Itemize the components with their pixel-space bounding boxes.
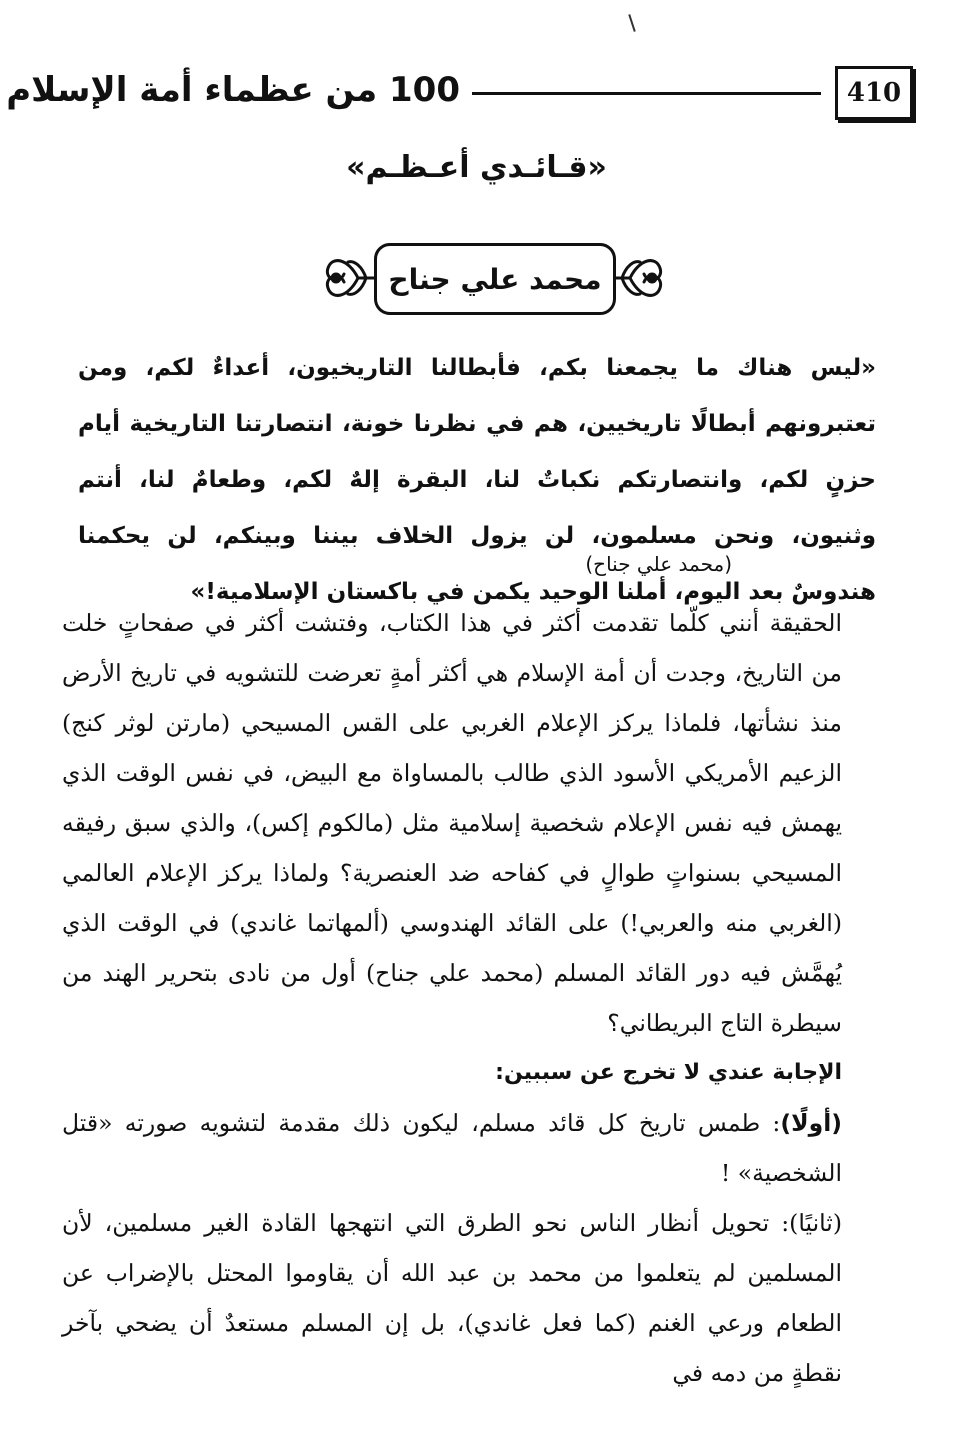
second-reason: [62, 1198, 900, 1398]
first-reason: [62, 1098, 900, 1198]
chapter-subtitle: «قـائـدي أعـظـم»: [346, 150, 607, 185]
first-reason-text: : طمس تاريخ كل قائد مسلم، ليكون ذلك مقدمة لتشويه صورته «قتل الشخصية» !: [62, 1109, 842, 1187]
book-title: 100 من عظماء أمة الإسلام: [6, 70, 460, 110]
header-rule: [472, 92, 821, 95]
answer-intro: الإجابة عندي لا تخرج عن سببين:: [495, 1060, 842, 1085]
opening-quote: «ليس هناك ما يجمعنا بكم، فأبطالنا التاريخيون، أعداءٌ لكم، ومن تعتبرونهم أبطالًا تاريخيين، هم في نظرنا خونة، انتصارتنا التاريخية أيام حزنٍ لكم، وانتصارتكم نكباتٌ لنا، البقرة إلهٌ لكم، وطعامٌ لنا، أنتم وثنيون، ونحن مسلمون، لن يزول الخلاف بيننا وبينكم، لن يحكمنا هندوسٌ بعد اليوم، أملنا الوحيد يكمن في باكستان الإسلامية!»: [78, 355, 876, 605]
second-reason-text: : تحويل أنظار الناس نحو الطرق التي انتهجها القادة الغير مسلمين، لأن المسلمين لم يتعلموا من محمد بن عبد الله أن يقاوموا المحتل بالإضراب عن الطعام ورعي الغنم (كما فعل غاندي)، بل إن المسلم مستعدٌ أن يضحي بآخر نقطةٍ من دمه في: [62, 1209, 842, 1387]
body-paragraph: الحقيقة أنني كلّما تقدمت أكثر في هذا الكتاب، وفتشت أكثر في صفحاتٍ خلت من التاريخ، وجدت أن أمة الإسلام هي أكثر أمةٍ تعرضت للتشويه في تاريخ الأرض منذ نشأتها، فلماذا يركز الإعلام الغربي على القس المسيحي (مارتن لوثر كنج) الزعيم الأمريكي الأسود الذي طالب بالمساواة مع البيض، في نفس الوقت الذي يهمش فيه نفس الإعلام شخصية إسلامية مثل (مالكوم إكس)، والذي سبق رفيقه المسيحي بسنواتٍ طوالٍ في كفاحه ضد العنصرية؟ ولماذا يركز الإعلام العالمي (الغربي منه والعربي!) على القائد الهندوسي (ألمهاتما غاندي) في الوقت الذي يُهمَّش فيه دور القائد المسلم (محمد علي جناح) أول من نادى بتحرير الهند من سيطرة التاج البريطاني؟: [62, 609, 842, 1037]
second-reason-label: (ثانيًا): [789, 1209, 842, 1237]
scan-mark: [628, 14, 635, 32]
first-reason-label: (أولًا): [780, 1109, 842, 1137]
page-number: 410: [835, 66, 913, 120]
page-header: [6, 62, 913, 122]
body-text: [62, 598, 900, 1398]
chapter-name: محمد علي جناح: [374, 243, 616, 315]
quote-attribution: (محمد علي جناح): [585, 552, 732, 576]
chapter-name-frame: [318, 238, 670, 318]
